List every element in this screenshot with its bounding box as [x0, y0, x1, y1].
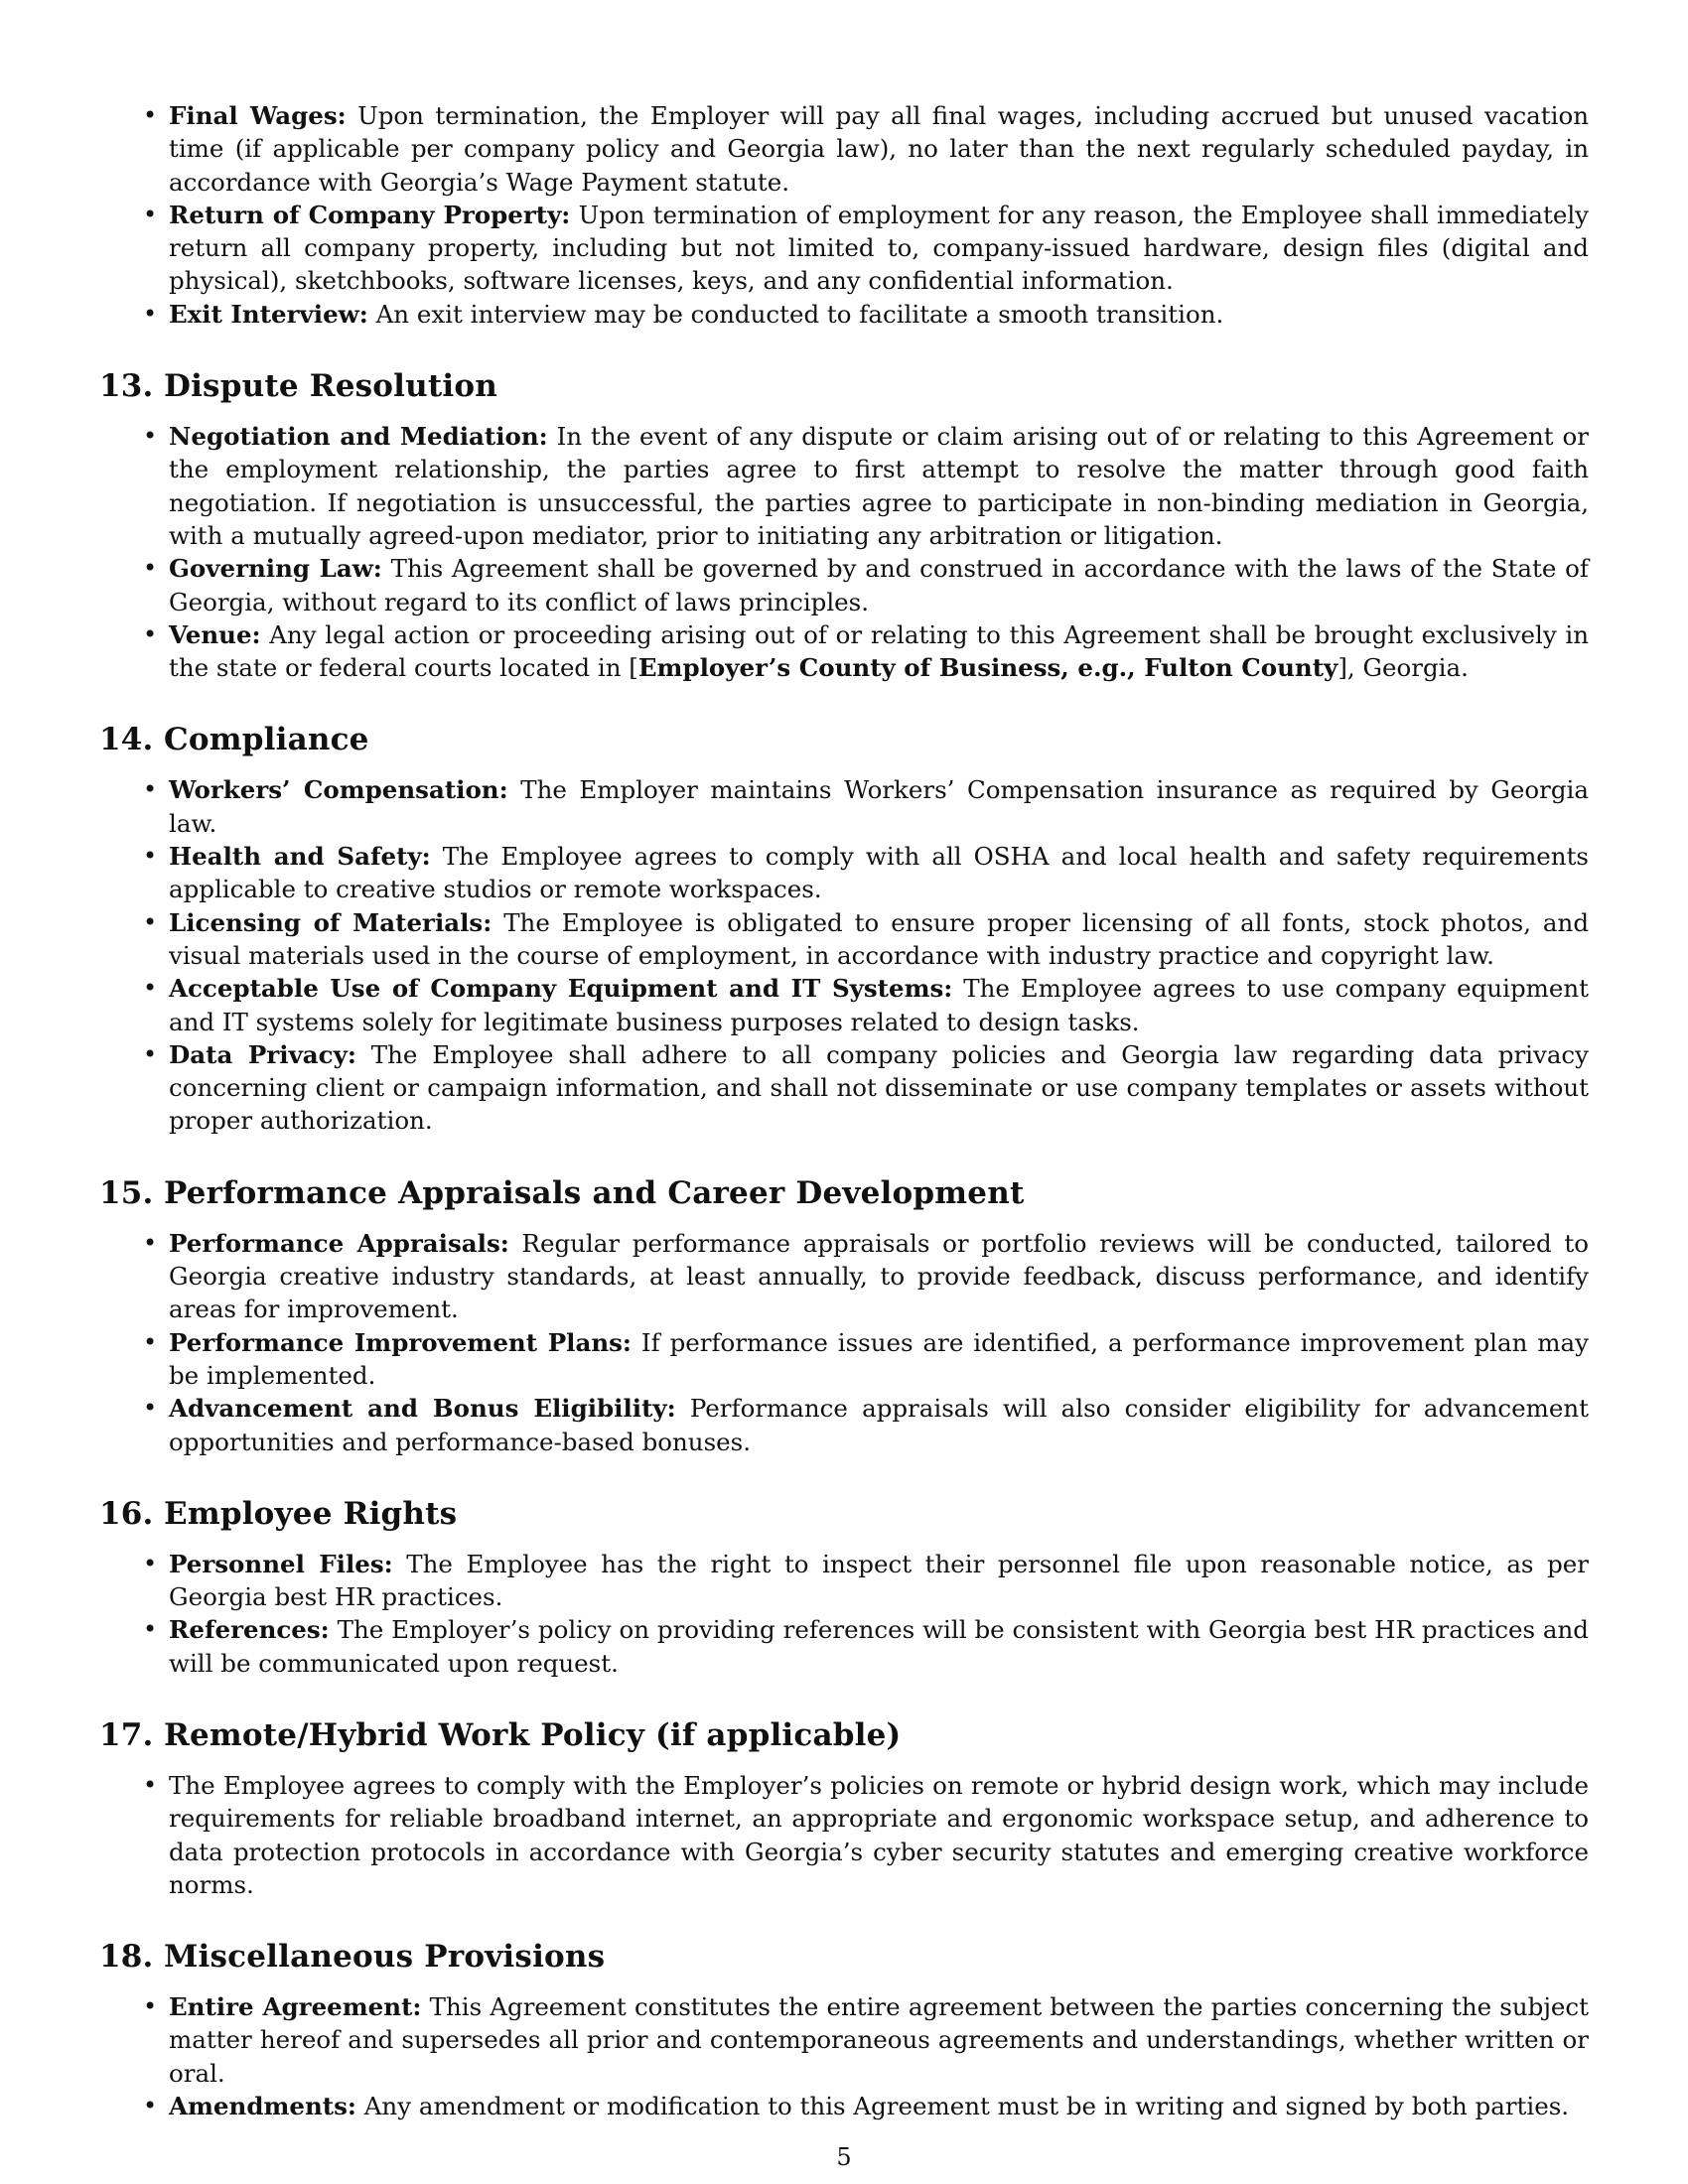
section-bullet-list [99, 1769, 1589, 1901]
bullet-text: This Agreement shall be governed by and construed in accordance with the laws of the State of Georgia, without regard to its conflict of laws principles. [169, 554, 1589, 616]
bullet-lead: Acceptable Use of Company Equipment and IT Systems: [169, 974, 953, 1004]
bullet-text: The Employee is obligated to ensure proper licensing of all fonts, stock photos, and visual materials used in the course of employment, in accordance with industry practice and copyright law. [169, 907, 1589, 970]
bullet-text: Upon termination of employment for any reason, the Employee shall immediately return all company property, including but not limited to, company-issued hardware, design files (digital and physical), sketchbooks, software licenses, keys, and any confidential information. [169, 200, 1590, 296]
section-heading [99, 720, 1589, 759]
bullet-negotiation-and-mediation [99, 420, 1589, 552]
bullet-lead: Licensing of Materials: [169, 907, 492, 937]
section-bullet-list [99, 1227, 1589, 1458]
section-performance-appraisals [99, 1173, 1589, 1458]
bullet-lead: Exit Interview: [169, 299, 368, 329]
bullet-personnel-files [99, 1548, 1589, 1614]
bullet-lead: Amendments: [169, 2092, 356, 2121]
section-number: 17. [99, 1716, 154, 1753]
section-bullet-list [99, 1548, 1589, 1680]
bullet-remote-hybrid-policy [99, 1769, 1589, 1901]
bullet-text: The Employee agrees to comply with the Employer’s policies on remote or hybrid design work, which may include requirements for reliable broadband internet, an appropriate and ergonomic workspace setup, and adherence to data protection protocols in accordance with Georgia’s cyber security statutes and emerging creative workforce norms. [169, 1770, 1589, 1899]
bullet-lead: Venue: [169, 619, 261, 649]
bullet-text: This Agreement constitutes the entire agreement between the parties concerning the subject matter hereof and supersedes all prior and contemporaneous agreements and understandings, whether written or oral. [169, 1992, 1589, 2088]
section-title: Miscellaneous Provisions [164, 1939, 606, 1976]
bullet-text: In the event of any dispute or claim arising out of or relating to this Agreement or the employment relationship, the parties agree to first attempt to resolve the matter through good faith negotiation. If negotiation is unsuccessful, the parties agree to participate in non-binding mediation in Georgia, with a mutually agreed-upon mediator, prior to initiating any arbitration or litigation. [169, 422, 1589, 550]
bullet-venue [99, 618, 1589, 685]
section-number: 14. [99, 722, 154, 758]
bullet-lead: Performance Improvement Plans: [169, 1327, 632, 1357]
bullet-entire-agreement [99, 1990, 1589, 2090]
bullet-text: The Employee has the right to inspect their personnel file upon reasonable notice, as per Georgia best HR practices. [169, 1549, 1589, 1612]
bullet-performance-improvement-plans [99, 1326, 1589, 1393]
section-number: 18. [99, 1939, 154, 1976]
bullet-lead: Health and Safety: [169, 842, 431, 872]
bullet-text-tail: ], Georgia. [1337, 653, 1469, 683]
document-body [99, 99, 1589, 2122]
bullet-lead: Governing Law: [169, 554, 382, 584]
bullet-text: An exit interview may be conducted to facilitate a smooth transition. [367, 299, 1224, 329]
bullet-lead: Workers’ Compensation: [169, 775, 508, 805]
section-heading [99, 1937, 1589, 1977]
bullet-text: Regular performance appraisals or portfolio reviews will be conducted, tailored to Georgia creative industry standards, at least annually, to provide feedback, discuss performance, and identify areas for improvement. [169, 1228, 1589, 1324]
section-miscellaneous-provisions [99, 1937, 1589, 2122]
section-number: 13. [99, 368, 154, 405]
bullet-text: The Employee shall adhere to all company policies and Georgia law regarding data privacy concerning client or campaign information, and shall not disseminate or use company templates or assets without proper authorization. [169, 1039, 1589, 1136]
bullet-lead: Return of Company Property: [169, 200, 571, 229]
bullet-lead: Personnel Files: [169, 1549, 393, 1578]
bullet-workers-compensation [99, 773, 1589, 840]
bullet-text: Upon termination, the Employer will pay all final wages, including accrued but unused vacation time (if applicable per company policy and Georgia law), no later than the next regularly scheduled payday, in accordance with Georgia’s Wage Payment statute. [169, 101, 1589, 197]
bullet-text: The Employer’s policy on providing references will be consistent with Georgia best HR practices and will be communicated upon request. [169, 1615, 1589, 1678]
bullet-text: The Employer maintains Workers’ Compensation insurance as required by Georgia law. [169, 775, 1589, 838]
bullet-text: If performance issues are identified, a performance improvement plan may be implemented. [169, 1327, 1589, 1390]
section-dispute-resolution [99, 366, 1589, 684]
bullet-lead: Entire Agreement: [169, 1992, 422, 2022]
bullet-governing-law [99, 552, 1589, 618]
section-bullet-list [99, 1990, 1589, 2122]
bullet-licensing-of-materials [99, 906, 1589, 973]
bullet-lead: Data Privacy: [169, 1039, 356, 1069]
section-title: Performance Appraisals and Career Development [164, 1174, 1025, 1211]
section-heading [99, 1173, 1589, 1213]
section-number: 15. [99, 1174, 154, 1211]
bullet-health-and-safety [99, 840, 1589, 906]
section-heading [99, 1715, 1589, 1755]
section-bullet-list [99, 420, 1589, 684]
section-title: Remote/Hybrid Work Policy (if applicable) [164, 1716, 902, 1753]
section-compliance [99, 720, 1589, 1137]
section-title: Employee Rights [164, 1495, 458, 1532]
bullet-text: Any amendment or modification to this Agreement must be in writing and signed by both parties. [355, 2092, 1570, 2121]
bullet-lead: Advancement and Bonus Eligibility: [169, 1394, 676, 1424]
bullet-acceptable-use [99, 972, 1589, 1038]
bullet-references [99, 1613, 1589, 1680]
bullet-text: Any legal action or proceeding arising out of or relating to this Agreement shall be brought exclusively in the state or federal courts located in [ [169, 619, 1589, 683]
bullet-text: The Employee agrees to use company equipment and IT systems solely for legitimate business purposes related to design tasks. [169, 974, 1589, 1036]
bullet-lead: Final Wages: [169, 101, 347, 130]
section-number: 16. [99, 1495, 154, 1532]
bullet-return-of-company-property [99, 199, 1589, 298]
section-bullet-list [99, 773, 1589, 1137]
bullet-advancement-and-bonus [99, 1392, 1589, 1458]
section-title: Dispute Resolution [164, 368, 498, 405]
bullet-performance-appraisals [99, 1227, 1589, 1326]
bullet-lead: Performance Appraisals: [169, 1228, 509, 1258]
bullet-text: The Employee agrees to comply with all OSHA and local health and safety requirements applicable to creative studios or remote workspaces. [169, 842, 1589, 904]
section-title: Compliance [164, 722, 369, 758]
bullet-lead: Negotiation and Mediation: [169, 422, 548, 452]
venue-placeholder: Employer’s County of Business, e.g., Fulton County [637, 653, 1338, 683]
section-heading [99, 1494, 1589, 1534]
bullet-final-wages [99, 99, 1589, 199]
bullet-amendments [99, 2090, 1589, 2122]
bullet-text: Performance appraisals will also consider eligibility for advancement opportunities and performance-based bonuses. [169, 1394, 1590, 1456]
intro-bullet-list [99, 99, 1589, 331]
bullet-data-privacy [99, 1038, 1589, 1138]
page-number: 5 [836, 2143, 852, 2171]
section-employee-rights [99, 1494, 1589, 1680]
section-heading [99, 366, 1589, 406]
section-remote-hybrid-work [99, 1715, 1589, 1901]
bullet-exit-interview [99, 298, 1589, 331]
bullet-lead: References: [169, 1615, 330, 1645]
